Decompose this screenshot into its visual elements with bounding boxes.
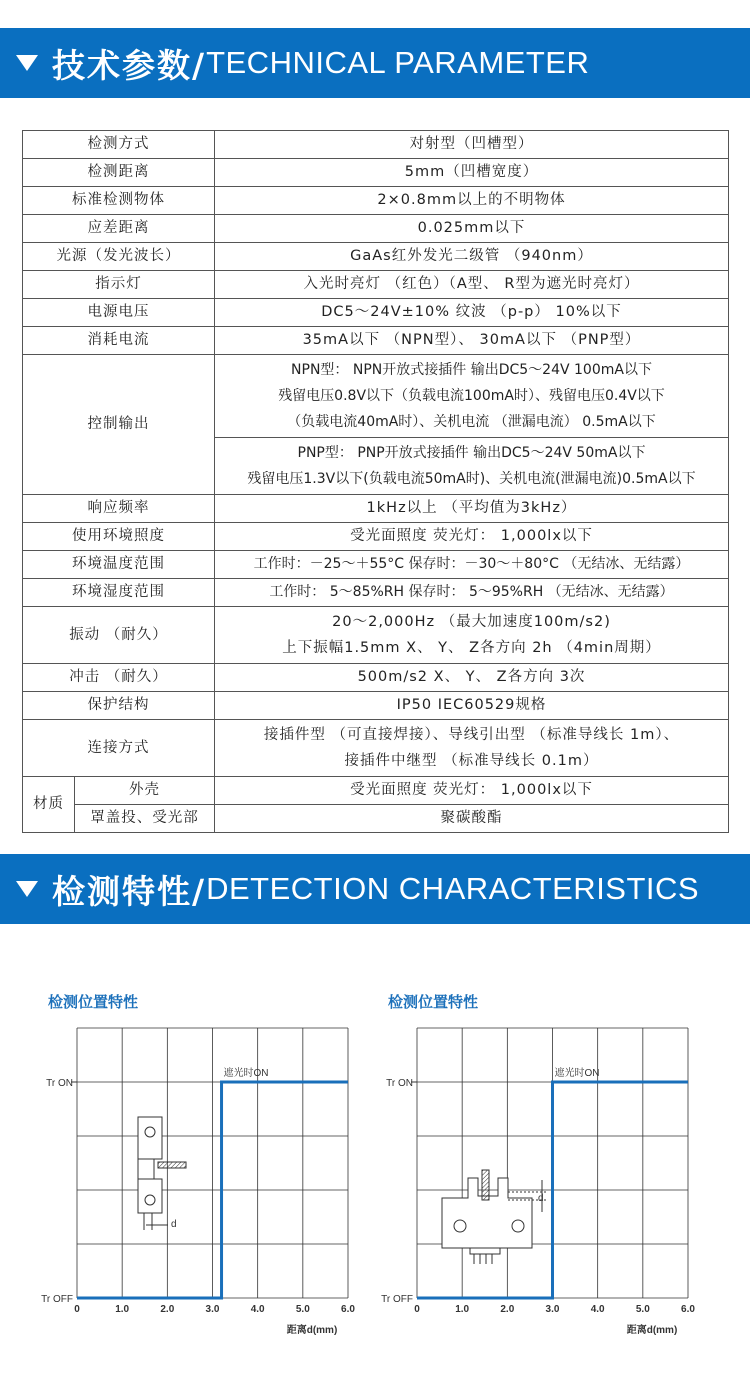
npn-line: 残留电压0.8V以下（负载电流100mA时）、残留电压0.4V以下 (278, 388, 665, 404)
param-value: 35mA以下 （NPN型）、 30mA以下 （PNP型） (215, 327, 729, 355)
triangle-down-icon (16, 881, 38, 897)
npn-line: （负载电流40mA时）、关机电流 （泄漏电流） 0.5mA以下 (287, 414, 656, 430)
value-line: 接插件型 （可直接焊接）、导线引出型 （标准导线长 1m）、 (263, 727, 680, 743)
pnp-line: PNP型： PNP开放式接插件 输出DC5～24V 50mA以下 (297, 445, 646, 461)
dimension-d-label: d (171, 1219, 177, 1230)
param-value: DC5～24V±10% 纹波 （p-p） 10%以下 (215, 299, 729, 327)
parameter-table (22, 130, 729, 833)
y-label-tr-off: Tr OFF (381, 1294, 413, 1305)
param-value: 5mm（凹槽宽度） (215, 159, 729, 187)
sensor-side-view-icon (138, 1117, 186, 1230)
x-tick-label: 0 (74, 1304, 80, 1315)
table-row (23, 271, 729, 299)
npn-line: NPN型： NPN开放式接插件 输出DC5～24V 100mA以下 (291, 362, 652, 378)
param-value: 500m/s2 X、 Y、 Z各方向 3次 (215, 664, 729, 692)
param-value: 受光面照度 荧光灯： 1,000lx以下 (215, 777, 729, 805)
dimension-d-label: d (538, 1193, 544, 1204)
detection-characteristics-banner (0, 854, 750, 924)
chart-svg (370, 1020, 700, 1350)
param-name: 环境温度范围 (23, 551, 215, 579)
param-value (215, 607, 729, 664)
x-tick-label: 4.0 (590, 1304, 605, 1315)
technical-parameter-banner (0, 28, 750, 98)
y-label-tr-off: Tr OFF (41, 1294, 73, 1305)
x-tick-label: 5.0 (295, 1304, 310, 1315)
param-value: 对射型（凹槽型） (215, 131, 729, 159)
chart-svg (30, 1020, 360, 1350)
x-tick-label: 2.0 (160, 1304, 175, 1315)
param-value: 入光时亮灯 （红色）（A型、 R型为遮光时亮灯） (215, 271, 729, 299)
x-tick-label: 2.0 (500, 1304, 515, 1315)
param-name: 罩盖投、受光部 (75, 805, 215, 833)
x-tick-label: 1.0 (455, 1304, 470, 1315)
param-value: 工作时：－25～＋55°C 保存时：－30～＋80°C （无结冰、无结露） (215, 551, 729, 579)
x-tick-label: 1.0 (115, 1304, 130, 1315)
table-row (23, 215, 729, 243)
table-row (23, 187, 729, 215)
chart-grid (411, 1028, 688, 1298)
param-value-npn (215, 355, 729, 438)
banner-title-en: TECHNICAL PARAMETER (206, 45, 590, 80)
param-name: 光源（发光波长） (23, 243, 215, 271)
table-row (23, 805, 729, 833)
x-tick-label: 6.0 (341, 1304, 355, 1315)
chart-grid (71, 1028, 348, 1298)
x-tick-label: 5.0 (635, 1304, 650, 1315)
y-label-tr-on: Tr ON (46, 1078, 73, 1089)
param-value: 0.025mm以下 (215, 215, 729, 243)
param-name: 电源电压 (23, 299, 215, 327)
table-row (23, 327, 729, 355)
param-name: 指示灯 (23, 271, 215, 299)
chart-detection-position-1 (30, 1020, 360, 1350)
param-name: 外壳 (75, 777, 215, 805)
param-name: 使用环境照度 (23, 523, 215, 551)
param-name: 应差距离 (23, 215, 215, 243)
param-name: 响应频率 (23, 495, 215, 523)
param-name: 冲击 （耐久） (23, 664, 215, 692)
table-row (23, 551, 729, 579)
x-axis-label: 距离d(mm) (286, 1325, 338, 1336)
param-value: IP50 IEC60529规格 (215, 692, 729, 720)
x-tick-label: 0 (414, 1304, 420, 1315)
chart-detection-position-2 (370, 1020, 700, 1350)
param-value (215, 720, 729, 777)
param-value: 聚碳酸酯 (215, 805, 729, 833)
value-line: 接插件中继型 （标准导线长 0.1m） (344, 753, 599, 769)
param-value-pnp (215, 438, 729, 495)
table-row (23, 523, 729, 551)
param-value: 1kHz以上 （平均值为3kHz） (215, 495, 729, 523)
param-name: 消耗电流 (23, 327, 215, 355)
value-line: 上下振幅1.5mm X、 Y、 Z各方向 2h （4min周期） (282, 640, 661, 656)
param-name: 检测距离 (23, 159, 215, 187)
on-annotation: 遮光时ON (223, 1068, 269, 1079)
param-value: 受光面照度 荧光灯： 1,000lx以下 (215, 523, 729, 551)
param-value: 2×0.8mm以上的不明物体 (215, 187, 729, 215)
x-tick-label: 4.0 (250, 1304, 265, 1315)
pnp-line: 残留电压1.3V以下(负载电流50mA时)、关机电流(泄漏电流)0.5mA以下 (247, 471, 696, 487)
table-row (23, 355, 729, 438)
table-row (23, 777, 729, 805)
on-annotation: 遮光时ON (554, 1068, 600, 1079)
param-value: GaAs红外发光二级管 （940nm） (215, 243, 729, 271)
table-row (23, 607, 729, 664)
param-name: 保护结构 (23, 692, 215, 720)
chart-title: 检测位置特性 (48, 993, 139, 1011)
x-tick-label: 3.0 (205, 1304, 220, 1315)
table-row (23, 495, 729, 523)
param-name: 标准检测物体 (23, 187, 215, 215)
y-label-tr-on: Tr ON (386, 1078, 413, 1089)
banner-title-en: DETECTION CHARACTERISTICS (206, 871, 700, 906)
sensor-front-view-icon (442, 1170, 548, 1264)
banner-title-zh: 检测特性/ (52, 871, 207, 911)
param-name: 振动 （耐久） (23, 607, 215, 664)
table-row (23, 664, 729, 692)
param-name: 连接方式 (23, 720, 215, 777)
table-row (23, 692, 729, 720)
x-axis-label: 距离d(mm) (626, 1325, 678, 1336)
value-line: 20～2,000Hz （最大加速度100m/s2) (332, 614, 611, 630)
triangle-down-icon (16, 55, 38, 71)
x-tick-label: 6.0 (681, 1304, 695, 1315)
param-value: 工作时： 5～85%RH 保存时： 5～95%RH （无结冰、无结露） (215, 579, 729, 607)
param-name: 环境湿度范围 (23, 579, 215, 607)
param-name: 控制输出 (23, 355, 215, 495)
chart-title: 检测位置特性 (388, 993, 479, 1011)
param-name: 检测方式 (23, 131, 215, 159)
table-row (23, 159, 729, 187)
table-row (23, 579, 729, 607)
x-tick-label: 3.0 (545, 1304, 560, 1315)
table-row (23, 720, 729, 777)
table-row (23, 243, 729, 271)
table-row (23, 131, 729, 159)
material-label: 材质 (23, 777, 75, 833)
table-row (23, 299, 729, 327)
banner-title-zh: 技术参数/ (52, 45, 207, 85)
